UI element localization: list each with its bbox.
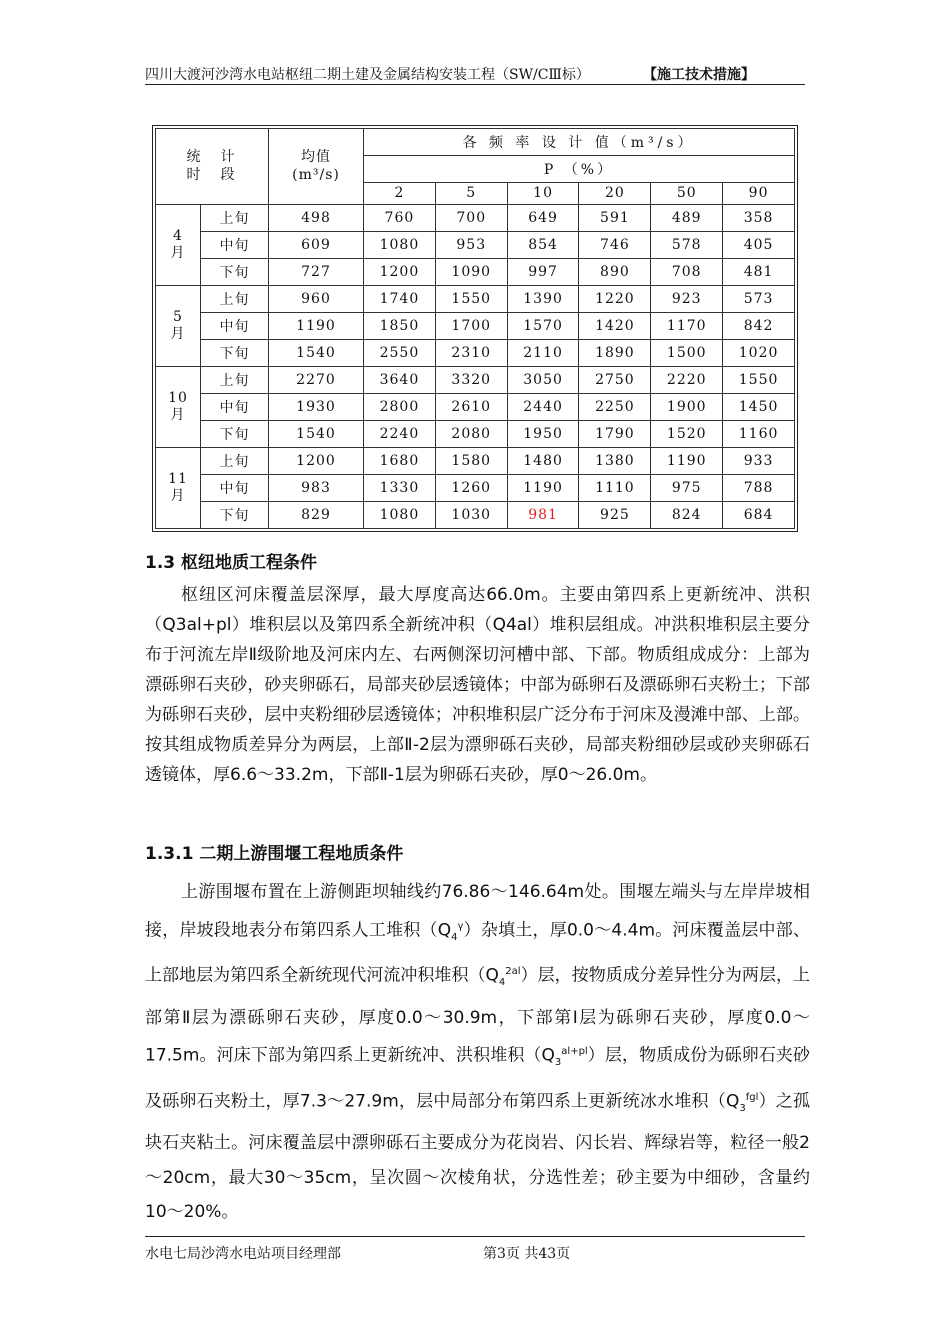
period-cell: 下旬 (201, 258, 269, 285)
value-cell: 925 (579, 501, 651, 528)
section-1-3 (145, 548, 810, 790)
value-cell: 890 (579, 258, 651, 285)
mean-cell: 1190 (269, 312, 364, 339)
value-cell: 933 (723, 447, 795, 474)
table-row (156, 285, 795, 312)
value-cell: 3640 (364, 366, 436, 393)
value-cell: 2750 (579, 366, 651, 393)
value-cell: 1200 (364, 258, 436, 285)
period-cell: 上旬 (201, 204, 269, 231)
value-cell: 1220 (579, 285, 651, 312)
paragraph: 枢纽区河床覆盖层深厚，最大厚度高达66.0m。主要由第四系上更新统冲、洪积（Q3al+pl）堆积层以及第四系全新统冲积（Q4al）堆积层组成。冲洪积堆积层主要分布于河流左岸Ⅱ级阶地及河床内左、右两侧深切河槽中部、下部。物质组成成分：上部为漂砾卵石夹砂，砂夹卵砾石，局部夹砂层透镜体；中部为砾卵石及漂砾卵石夹粉土；下部为砾卵石夹砂，层中夹粉细砂层透镜体；冲积堆积层广泛分布于河床及漫滩中部、上部。按其组成物质差异分为两层，上部Ⅱ-2层为漂卵砾石夹砂，局部夹粉细砂层或砂夹卵砾石透镜体，厚6.6～33.2m，下部Ⅱ-1层为卵砾石夹砂，厚0～26.0m。 (145, 585, 810, 785)
period-cell: 上旬 (201, 285, 269, 312)
table-row (156, 258, 795, 285)
mean-cell: 829 (269, 501, 364, 528)
value-cell: 981 (507, 501, 579, 528)
section-heading: 1.3 枢纽地质工程条件 (145, 553, 318, 573)
value-cell: 923 (651, 285, 723, 312)
mean-cell: 1200 (269, 447, 364, 474)
value-cell: 1380 (579, 447, 651, 474)
value-cell: 997 (507, 258, 579, 285)
value-cell: 760 (364, 204, 436, 231)
value-cell: 2440 (507, 393, 579, 420)
value-cell: 854 (507, 231, 579, 258)
value-cell: 788 (723, 474, 795, 501)
header-p-value: 10 (507, 183, 579, 205)
mean-cell: 2270 (269, 366, 364, 393)
value-cell: 649 (507, 204, 579, 231)
header-p-value: 50 (651, 183, 723, 205)
value-cell: 1580 (435, 447, 507, 474)
value-cell: 1030 (435, 501, 507, 528)
table-row (156, 339, 795, 366)
value-cell: 1080 (364, 501, 436, 528)
header-period: 统 计 时 段 (156, 129, 269, 205)
value-cell: 700 (435, 204, 507, 231)
value-cell: 1480 (507, 447, 579, 474)
table-row (156, 447, 795, 474)
month-cell: 11 月 (156, 447, 201, 528)
header-project-title: 四川大渡河沙湾水电站枢纽二期土建及金属结构安装工程（SW/CⅢ标） (145, 67, 590, 83)
period-cell: 中旬 (201, 393, 269, 420)
table-row (156, 393, 795, 420)
value-cell: 578 (651, 231, 723, 258)
header-p-value: 2 (364, 183, 436, 205)
value-cell: 1850 (364, 312, 436, 339)
value-cell: 3320 (435, 366, 507, 393)
value-cell: 1520 (651, 420, 723, 447)
mean-cell: 1540 (269, 339, 364, 366)
footer-page-number: 第3页 共43页 (483, 1246, 571, 1262)
value-cell: 1740 (364, 285, 436, 312)
value-cell: 1420 (579, 312, 651, 339)
value-cell: 1790 (579, 420, 651, 447)
value-cell: 708 (651, 258, 723, 285)
value-cell: 2240 (364, 420, 436, 447)
period-cell: 中旬 (201, 231, 269, 258)
value-cell: 842 (723, 312, 795, 339)
value-cell: 573 (723, 285, 795, 312)
value-cell: 2800 (364, 393, 436, 420)
table-row (156, 501, 795, 528)
value-cell: 746 (579, 231, 651, 258)
value-cell: 2220 (651, 366, 723, 393)
value-cell: 1500 (651, 339, 723, 366)
value-cell: 405 (723, 231, 795, 258)
value-cell: 2550 (364, 339, 436, 366)
month-cell: 10 月 (156, 366, 201, 447)
period-cell: 下旬 (201, 501, 269, 528)
value-cell: 481 (723, 258, 795, 285)
mean-cell: 727 (269, 258, 364, 285)
value-cell: 2080 (435, 420, 507, 447)
value-cell: 358 (723, 204, 795, 231)
table-row (156, 312, 795, 339)
value-cell: 1190 (651, 447, 723, 474)
period-cell: 中旬 (201, 312, 269, 339)
period-cell: 下旬 (201, 420, 269, 447)
section-1-3-1 (145, 839, 810, 1230)
mean-cell: 498 (269, 204, 364, 231)
table-row (156, 204, 795, 231)
page-footer (145, 1236, 805, 1262)
header-p: P （%） (364, 156, 795, 183)
period-cell: 中旬 (201, 474, 269, 501)
value-cell: 1950 (507, 420, 579, 447)
value-cell: 1080 (364, 231, 436, 258)
value-cell: 1020 (723, 339, 795, 366)
value-cell: 2250 (579, 393, 651, 420)
value-cell: 3050 (507, 366, 579, 393)
header-design-values: 各 频 率 设 计 值（m³/s） (364, 129, 795, 156)
value-cell: 1330 (364, 474, 436, 501)
period-cell: 上旬 (201, 366, 269, 393)
header-p-value: 5 (435, 183, 507, 205)
value-cell: 824 (651, 501, 723, 528)
table-row (156, 231, 795, 258)
value-cell: 1550 (435, 285, 507, 312)
month-cell: 5 月 (156, 285, 201, 366)
value-cell: 1390 (507, 285, 579, 312)
mean-cell: 609 (269, 231, 364, 258)
value-cell: 1110 (579, 474, 651, 501)
value-cell: 489 (651, 204, 723, 231)
value-cell: 684 (723, 501, 795, 528)
value-cell: 591 (579, 204, 651, 231)
mean-cell: 983 (269, 474, 364, 501)
page-header (145, 62, 805, 85)
value-cell: 1900 (651, 393, 723, 420)
value-cell: 1160 (723, 420, 795, 447)
section-heading: 1.3.1 二期上游围堰工程地质条件 (145, 844, 404, 864)
flow-frequency-table (155, 128, 795, 529)
value-cell: 1890 (579, 339, 651, 366)
header-p-value: 20 (579, 183, 651, 205)
table-row (156, 366, 795, 393)
value-cell: 1450 (723, 393, 795, 420)
value-cell: 1570 (507, 312, 579, 339)
period-cell: 下旬 (201, 339, 269, 366)
footer-org: 水电七局沙湾水电站项目经理部 (145, 1246, 341, 1262)
value-cell: 1170 (651, 312, 723, 339)
header-p-value: 90 (723, 183, 795, 205)
value-cell: 975 (651, 474, 723, 501)
paragraph: 上游围堰布置在上游侧距坝轴线约76.86～146.64m处。围堰左端头与左岸岸坡相接，岸坡段地表分布第四系人工堆积$(Q_4^\gamma)$杂填土，厚0.0～4.4m。河床覆盖层中部、上部地层为第四系全新统现代河流冲积堆积$(Q_4^{2al})$层，按物质成分差异性分为两层，上部第Ⅱ层为漂砾卵石夹砂，厚度0.0～30.9m，下部第Ⅰ层为砾卵石夹砂，厚度0.0～17.5m。河床下部为第四系上更新统冲、洪积堆积$(Q_3^{al+pl})$层，物质成份为砾卵石夹砂及砾卵石夹粉土，厚7.3～27.9m，层中局部分布第四系上更新统冰水堆积$(Q_3^{fgl})$之孤块石夹粘土。河床覆盖层中漂卵砾石主要成分为花岗岩、闪长岩、辉绿岩等，粒径一般2～20cm，最大30～35cm，呈次圆～次棱角状，分选性差；砂主要为中细砂，含量约10～20%。 (145, 882, 811, 1223)
value-cell: 1700 (435, 312, 507, 339)
value-cell: 1090 (435, 258, 507, 285)
value-cell: 2310 (435, 339, 507, 366)
period-cell: 上旬 (201, 447, 269, 474)
value-cell: 953 (435, 231, 507, 258)
value-cell: 1260 (435, 474, 507, 501)
value-cell: 1190 (507, 474, 579, 501)
table-row (156, 420, 795, 447)
flow-frequency-table-frame (152, 125, 798, 532)
value-cell: 1550 (723, 366, 795, 393)
month-cell: 4 月 (156, 204, 201, 285)
header-mean: 均值 (m³/s) (269, 129, 364, 205)
mean-cell: 1540 (269, 420, 364, 447)
mean-cell: 1930 (269, 393, 364, 420)
table-row (156, 474, 795, 501)
mean-cell: 960 (269, 285, 364, 312)
value-cell: 2110 (507, 339, 579, 366)
value-cell: 2610 (435, 393, 507, 420)
header-section-label: 【施工技术措施】 (643, 67, 755, 83)
value-cell: 1680 (364, 447, 436, 474)
